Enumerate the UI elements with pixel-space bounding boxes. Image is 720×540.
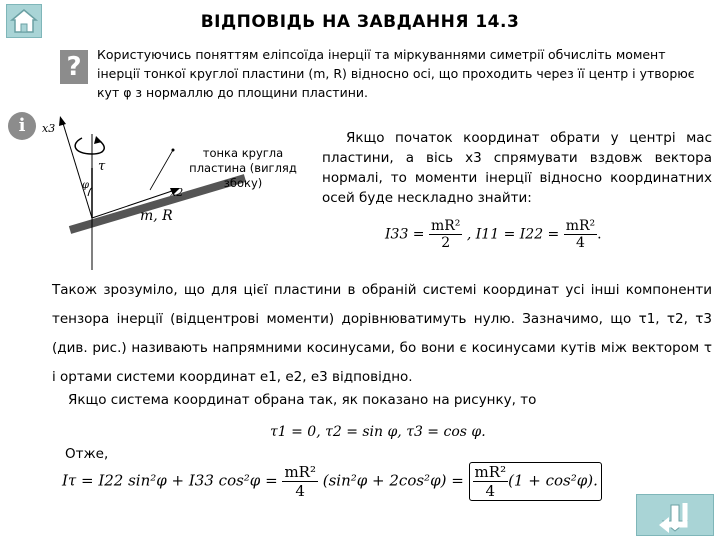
task-text: Користуючись поняттям еліпсоїда інерції та міркуваннями симетрії обчисліть момент інерції тонкої круглої пластини (m, R) відносно осі, що проходить через її центр і утворює кут φ з нормаллю до площини пластини. bbox=[97, 47, 695, 100]
formula-direction-cosines: τ1 = 0, τ2 = sin φ, τ3 = cos φ. bbox=[270, 424, 486, 440]
question-icon: ? bbox=[60, 50, 88, 84]
plate-label: тонка кругла пластина (вигляд збоку) bbox=[189, 146, 297, 190]
back-button[interactable] bbox=[636, 494, 714, 536]
therefore-label: Отже, bbox=[65, 446, 109, 462]
info-icon: i bbox=[8, 112, 36, 140]
back-arrow-icon bbox=[637, 495, 713, 535]
explanation-paragraph-1: Якщо початок координат обрати у центрі мас пластини, а вісь x3 спрямувати вздовж вектора нормалі, то моменти інерції відносно координатних осей буде нескладно знайти: bbox=[322, 130, 712, 206]
formula-final-result: Iτ = I22 sin²φ + I33 cos²φ = $\frac{\text{mR²}}{4}$ (sin²φ + 2cos²φ) = $\frac{\text{mR²}}{4}$ (1 + cos²φ). bbox=[62, 462, 602, 501]
phi-label: φ bbox=[82, 180, 90, 191]
mass-radius-label: m, R bbox=[140, 208, 173, 224]
x2-label: x2 bbox=[170, 186, 184, 199]
tau-label: τ bbox=[98, 159, 106, 174]
page-title: ВІДПОВІДЬ НА ЗАВДАННЯ 14.3 bbox=[200, 12, 520, 32]
explanation-paragraph-2: Також зрозуміло, що для цієї пластини в обраній системі координат усі інші компоненти тензора інерції (відцентрові моменти) дорівнюватимуть нулю. Зазначимо, що τ1, τ2, τ3 (див. рис.) називають напрямними косинусами, бо вони є косинусами кутів між вектором τ і ортами системи координат e1, e2, e3 відповідно. bbox=[52, 282, 712, 385]
x3-label: x3 bbox=[42, 122, 56, 135]
formula-inertia-axes: I33 = $\frac{\text{mR²}}{2}$ , I11 = I22 = $\frac{\text{mR²}}{4}$ . bbox=[385, 218, 602, 251]
x3-axis bbox=[62, 120, 92, 218]
explanation-paragraph-3: Якщо система координат обрана так, як показано на рисунку, то bbox=[68, 392, 537, 408]
